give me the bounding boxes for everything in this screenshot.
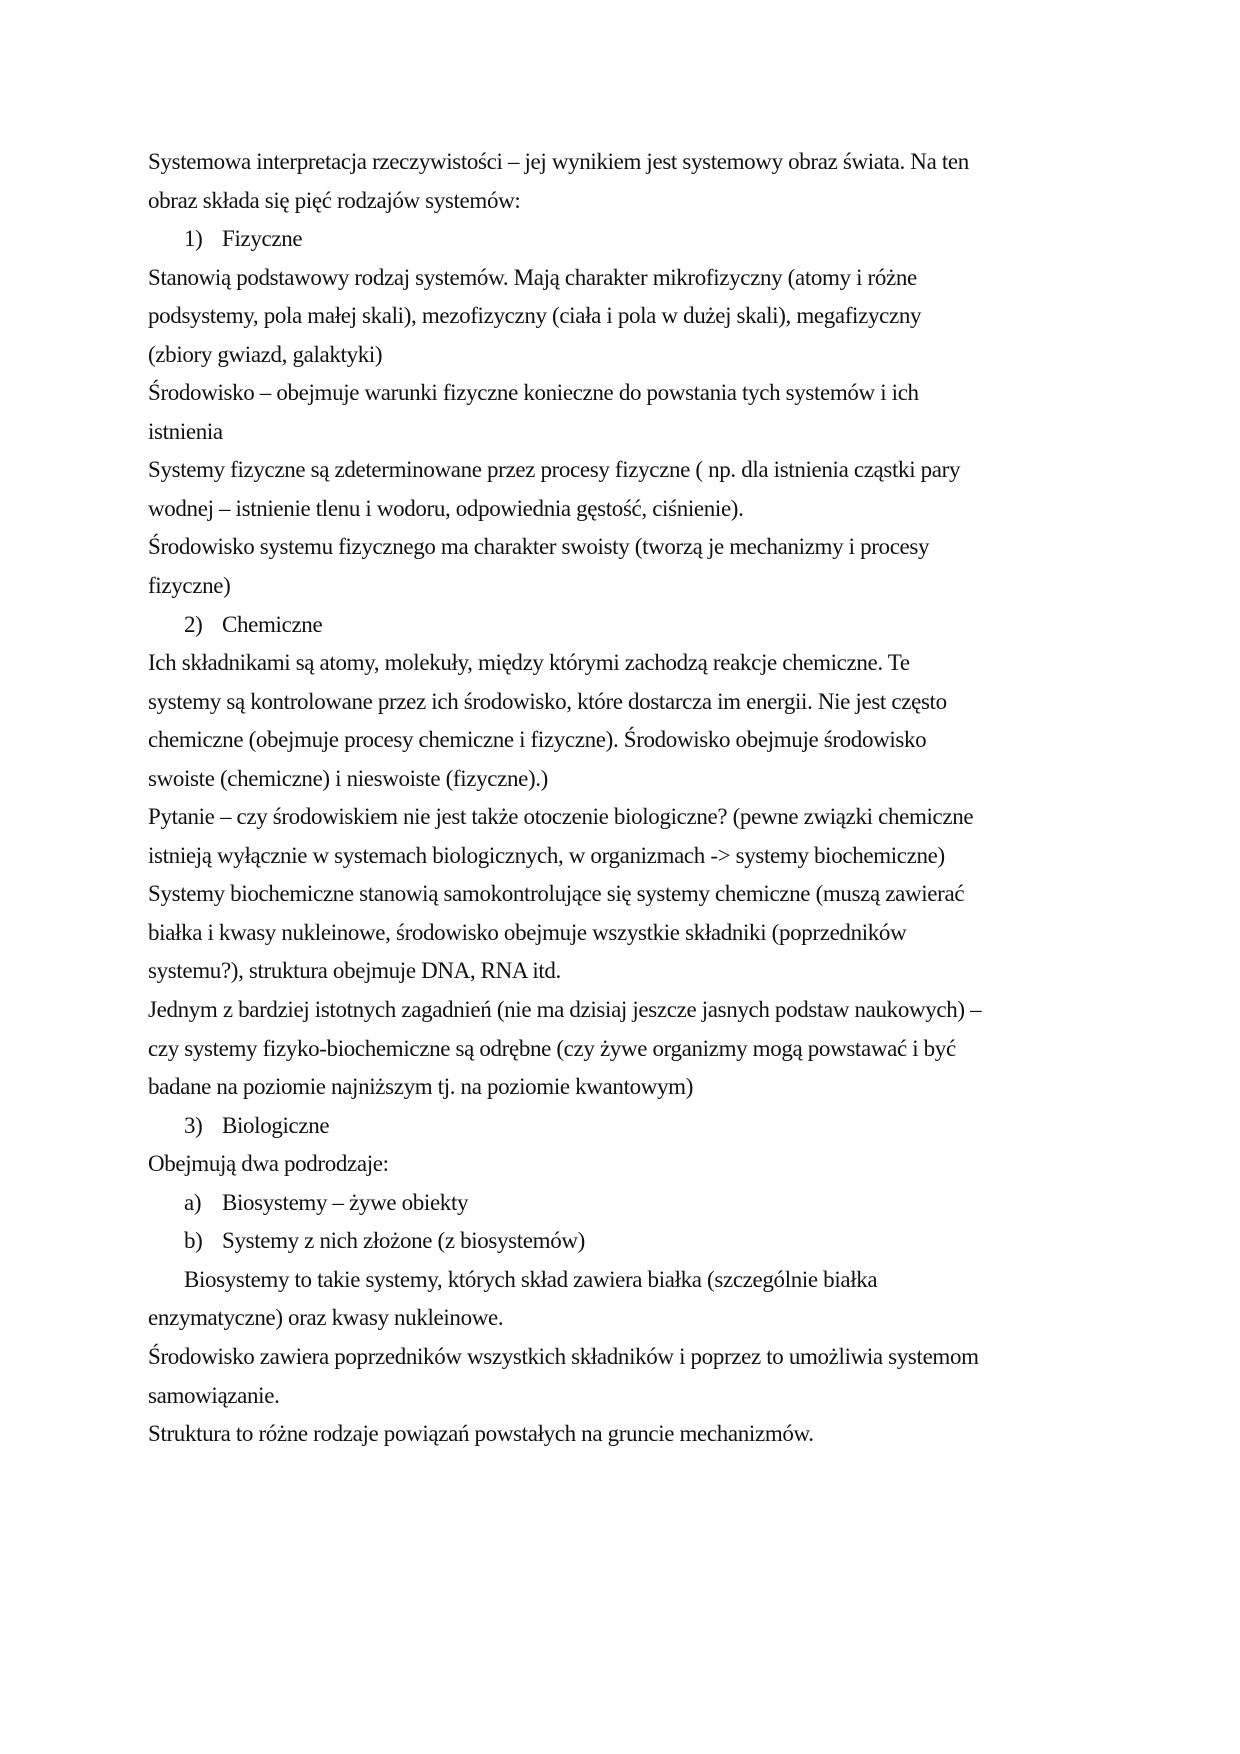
text-line: Środowisko systemu fizycznego ma charakter swoisty (tworzą je mechanizmy i procesy — [148, 534, 930, 560]
text-line: obraz składa się pięć rodzajów systemów: — [148, 187, 521, 213]
text-line: samowiązanie. — [148, 1382, 280, 1408]
list-marker: 3) — [184, 1112, 203, 1138]
list-item-biologiczne — [148, 1107, 1098, 1146]
text-line: podsystemy, pola małej skali), mezofizyczny (ciała i pola w dużej skali), megafizyczny — [148, 303, 922, 329]
text-line: istnieją wyłącznie w systemach biologicznych, w organizmach -> systemy biochemiczne) — [148, 842, 945, 868]
text-line: białka i kwasy nukleinowe, środowisko obejmuje wszystkie składniki (poprzedników — [148, 919, 907, 945]
text-line: Systemy biochemiczne stanowią samokontrolujące się systemy chemiczne (muszą zawierać — [148, 881, 965, 907]
document-body — [148, 143, 1098, 1454]
list-item-label: Chemiczne — [222, 611, 323, 637]
list-marker: b) — [184, 1228, 203, 1254]
text-line: chemiczne (obejmuje procesy chemiczne i fizyczne). Środowisko obejmuje środowisko — [148, 727, 927, 753]
text-line: Struktura to różne rodzaje powiązań powstałych na gruncie mechanizmów. — [148, 1421, 814, 1447]
text-line-indented: Biosystemy to takie systemy, których skład zawiera białka (szczególnie białka — [184, 1266, 878, 1292]
text-line: czy systemy fizyko-biochemiczne są odrębne (czy żywe organizmy mogą powstawać i być — [148, 1035, 956, 1061]
text-line: istnienia — [148, 418, 223, 444]
list-item-systemy-zlozone — [148, 1222, 1098, 1261]
text-line: (zbiory gwiazd, galaktyki) — [148, 341, 383, 367]
list-item-label: Biosystemy – żywe obiekty — [222, 1189, 469, 1215]
text-line: Stanowią podstawowy rodzaj systemów. Mają charakter mikrofizyczny (atomy i różne — [148, 264, 917, 290]
text-line: systemu?), struktura obejmuje DNA, RNA itd. — [148, 958, 561, 984]
list-item-biosystemy — [148, 1184, 1098, 1223]
text-line: Systemy fizyczne są zdeterminowane przez procesy fizyczne ( np. dla istnienia cząstki pary — [148, 457, 961, 483]
text-line: Jednym z bardziej istotnych zagadnień (nie ma dzisiaj jeszcze jasnych podstaw naukowych) – — [148, 997, 982, 1023]
text-line: swoiste (chemiczne) i nieswoiste (fizyczne).) — [148, 765, 548, 791]
text-line: Systemowa interpretacja rzeczywistości – jej wynikiem jest systemowy obraz świata. Na ten — [148, 149, 969, 174]
text-line: Pytanie – czy środowiskiem nie jest także otoczenie biologiczne? (pewne związki chemiczne — [148, 804, 974, 830]
text-line: enzymatyczne) oraz kwasy nukleinowe. — [148, 1305, 504, 1331]
text-line: badane na poziomie najniższym tj. na poziomie kwantowym) — [148, 1074, 694, 1100]
list-item-label: Systemy z nich złożone (z biosystemów) — [222, 1228, 585, 1254]
list-item-label: Biologiczne — [222, 1112, 330, 1138]
list-marker: 1) — [184, 226, 203, 252]
list-item-chemiczne — [148, 606, 1098, 645]
text-line: Środowisko zawiera poprzedników wszystkich składników i poprzez to umożliwia systemom — [148, 1343, 979, 1369]
list-item-label: Fizyczne — [222, 226, 303, 252]
text-line: Ich składnikami są atomy, molekuły, między którymi zachodzą reakcje chemiczne. Te — [148, 650, 910, 676]
text-line: fizyczne) — [148, 573, 231, 599]
list-item-fizyczne — [148, 220, 1098, 259]
text-line: wodnej – istnienie tlenu i wodoru, odpowiednia gęstość, ciśnienie). — [148, 495, 744, 521]
list-marker: a) — [184, 1189, 202, 1215]
text-line: Obejmują dwa podrodzaje: — [148, 1151, 389, 1177]
list-marker: 2) — [184, 611, 203, 637]
text-line: Środowisko – obejmuje warunki fizyczne konieczne do powstania tych systemów i ich — [148, 380, 919, 406]
text-line: systemy są kontrolowane przez ich środowisko, które dostarcza im energii. Nie jest często — [148, 688, 947, 714]
